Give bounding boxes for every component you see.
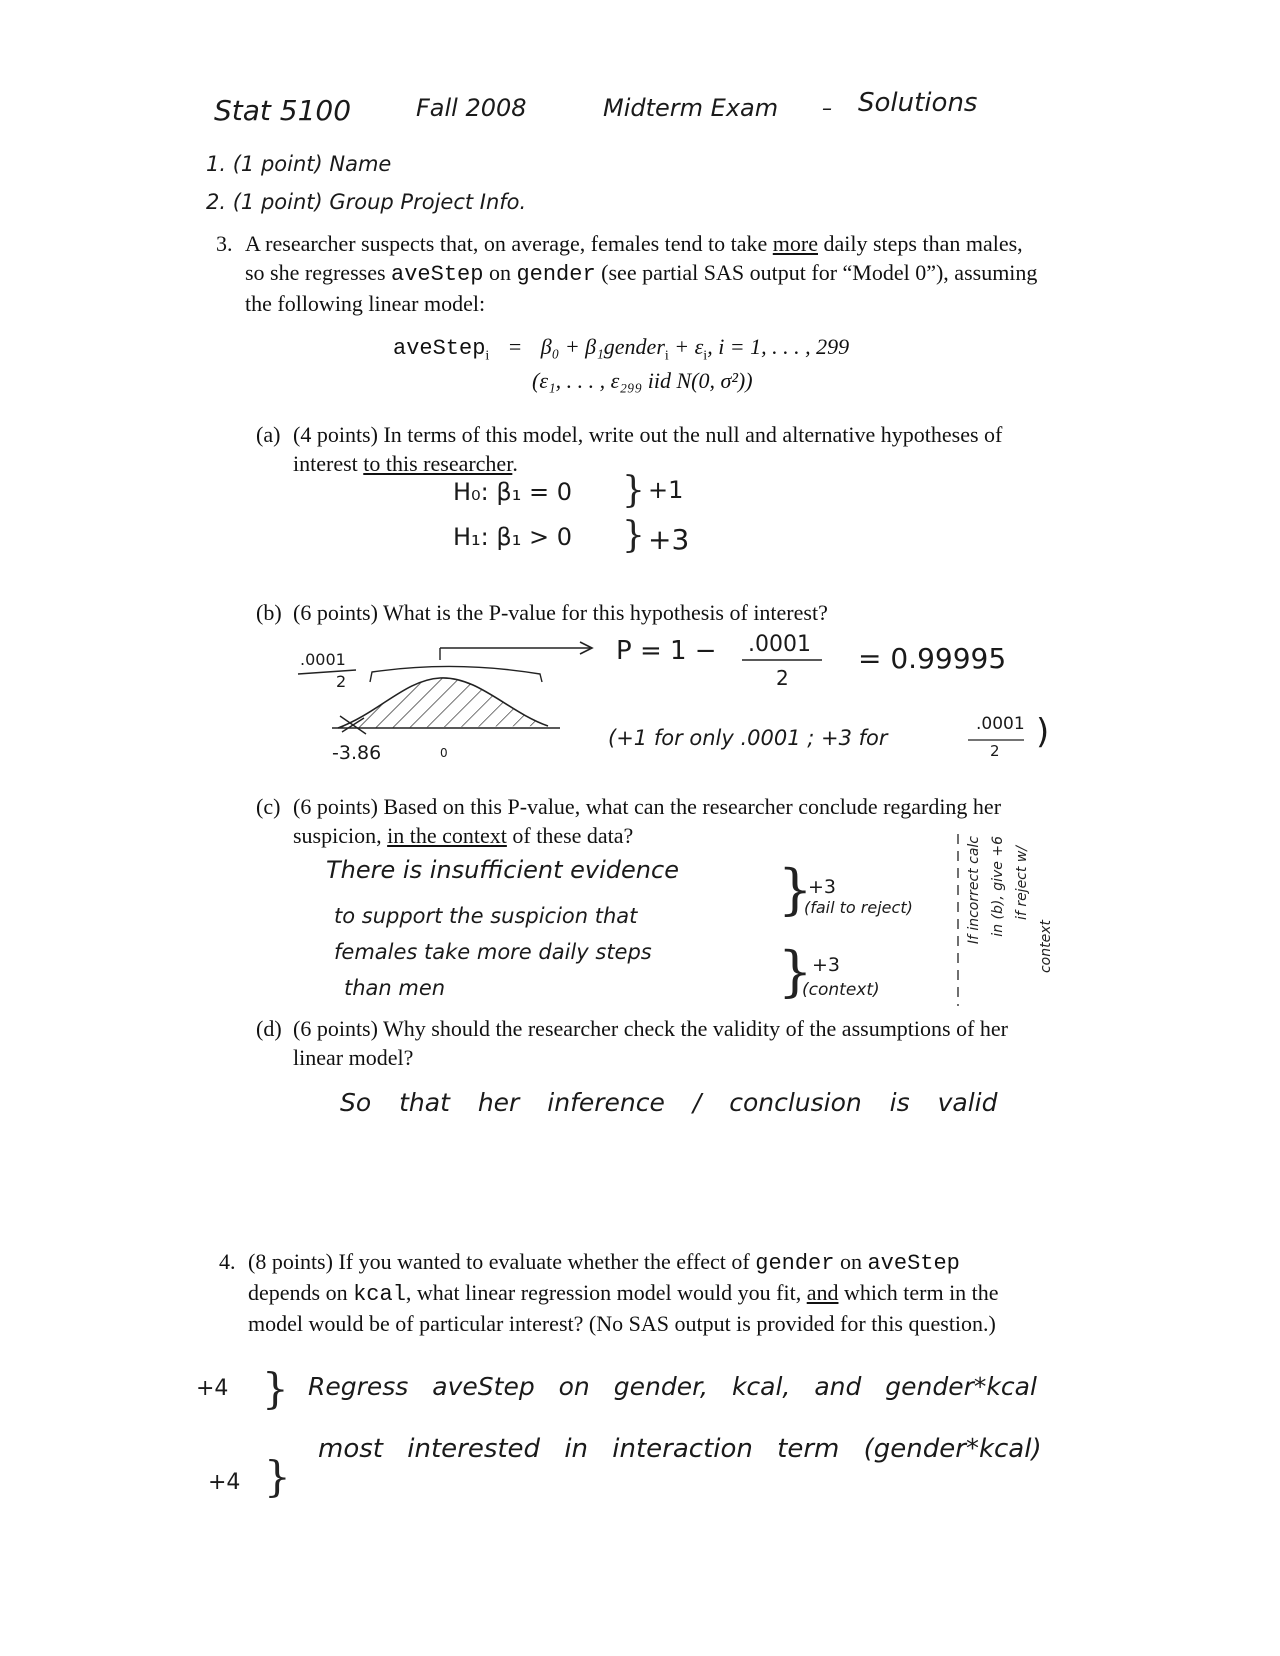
p-denominator: 2 <box>776 666 789 690</box>
exam-title: Midterm Exam <box>603 94 779 122</box>
h0-brace: } <box>622 470 645 511</box>
c-score-1: +3 <box>808 876 837 898</box>
c-score-1-note: (fail to reject) <box>804 898 913 917</box>
c-answer-line3: females take more daily steps <box>334 940 652 964</box>
term: Fall 2008 <box>416 94 527 122</box>
side-note-1: If incorrect calc <box>966 836 982 945</box>
tail-numerator: .0001 <box>300 650 346 669</box>
tail-denominator: 2 <box>336 672 347 691</box>
c-answer-line2: to support the suspicion that <box>334 904 638 928</box>
h1-score: +3 <box>648 523 690 556</box>
h1-brace: } <box>622 515 645 556</box>
p-value-lhs: P = 1 − <box>616 636 717 666</box>
q4-answer-2: most interested in interaction term (gender*kcal) <box>318 1434 1042 1464</box>
var-avestep: aveStep <box>391 262 484 287</box>
null-hypothesis: H₀: β₁ = 0 <box>453 478 572 506</box>
title-dash: – <box>822 96 832 120</box>
model-equation: aveStep$_i$ = β₀ + β₁gender$_i$ + $\varepsilon_i$, i = 1, . . . , 299 <box>393 334 850 364</box>
q3-number: 3. <box>216 231 233 256</box>
tail-fraction-bar <box>298 670 356 674</box>
q4-score-1: +4 <box>196 1376 229 1401</box>
q3a-label: (a) <box>256 422 281 447</box>
c-answer-line1: There is insufficient evidence <box>326 856 679 884</box>
q3c-label: (c) <box>256 794 281 819</box>
grading-denominator: 2 <box>990 742 1000 760</box>
c-answer-line4: than men <box>344 976 446 1000</box>
t-statistic: -3.86 <box>332 742 382 764</box>
emphasis-more: more <box>772 231 818 256</box>
density-curve <box>338 678 548 728</box>
q3b-prompt: (6 points) What is the P-value for this hypothesis of interest? <box>293 600 828 625</box>
h0-score: +1 <box>648 476 684 504</box>
item-group-project: 2. (1 point) Group Project Info. <box>206 190 527 214</box>
q4-brace-1: } <box>262 1364 289 1413</box>
q3a-prompt: (4 points) In terms of this model, write out the null and alternative hypotheses of interest to this researcher. <box>293 422 1003 476</box>
c-brace-1: } <box>778 858 813 921</box>
p-numerator: .0001 <box>748 632 811 657</box>
solutions-label: Solutions <box>858 88 978 118</box>
q3c-prompt: (6 points) Based on this P-value, what can the researcher conclude regarding her suspicion, in the context of these data? <box>293 794 1002 848</box>
side-note-2: in (b), give +6 <box>990 836 1006 937</box>
grading-close: ) <box>1036 712 1050 752</box>
q4-prompt: (8 points) If you wanted to evaluate whether the effect of gender on aveStep depends on kcal, what linear regression model would you fit, and which term in the model would be of particular interest? (No SAS output is provided for this question.) <box>248 1249 999 1336</box>
alt-hypothesis: H₁: β₁ > 0 <box>453 523 572 551</box>
q3b-label: (b) <box>256 600 282 625</box>
d-answer: So that her inference / conclusion is valid <box>340 1088 998 1117</box>
grading-numerator: .0001 <box>976 714 1025 734</box>
q4-brace-2: } <box>264 1452 291 1501</box>
q3-prompt: A researcher suspects that, on average, females tend to take more daily steps than males, so she regresses aveStep on gender (see partial SAS output for “Model 0”), assuming the following linear model: <box>245 231 1038 316</box>
q4-number: 4. <box>219 1249 236 1274</box>
c-brace-2: } <box>778 940 813 1003</box>
c-score-2: +3 <box>812 954 841 976</box>
side-note-3: if reject w/ <box>1014 846 1030 920</box>
c-score-2-note: (context) <box>802 980 880 1000</box>
q4-score-2: +4 <box>208 1470 241 1495</box>
q3d-prompt: (6 points) Why should the researcher check the validity of the assumptions of her linear model? <box>293 1016 1009 1070</box>
grading-note-b: (+1 for only .0001 ; +3 for <box>608 726 888 750</box>
side-note-4: context <box>1038 920 1054 974</box>
item-name: 1. (1 point) Name <box>206 152 392 176</box>
course-title: Stat 5100 <box>214 94 352 127</box>
var-gender: gender <box>516 262 596 287</box>
p-value-result: = 0.99995 <box>858 642 1007 675</box>
zero-mark: 0 <box>440 746 448 760</box>
model-errors: (ε₁, . . . , ε₂₉₉ iid N(0, σ²)) <box>532 368 753 393</box>
q4-answer-1: Regress aveStep on gender, kcal, and gender*kcal <box>308 1372 1037 1401</box>
q3d-label: (d) <box>256 1016 282 1041</box>
